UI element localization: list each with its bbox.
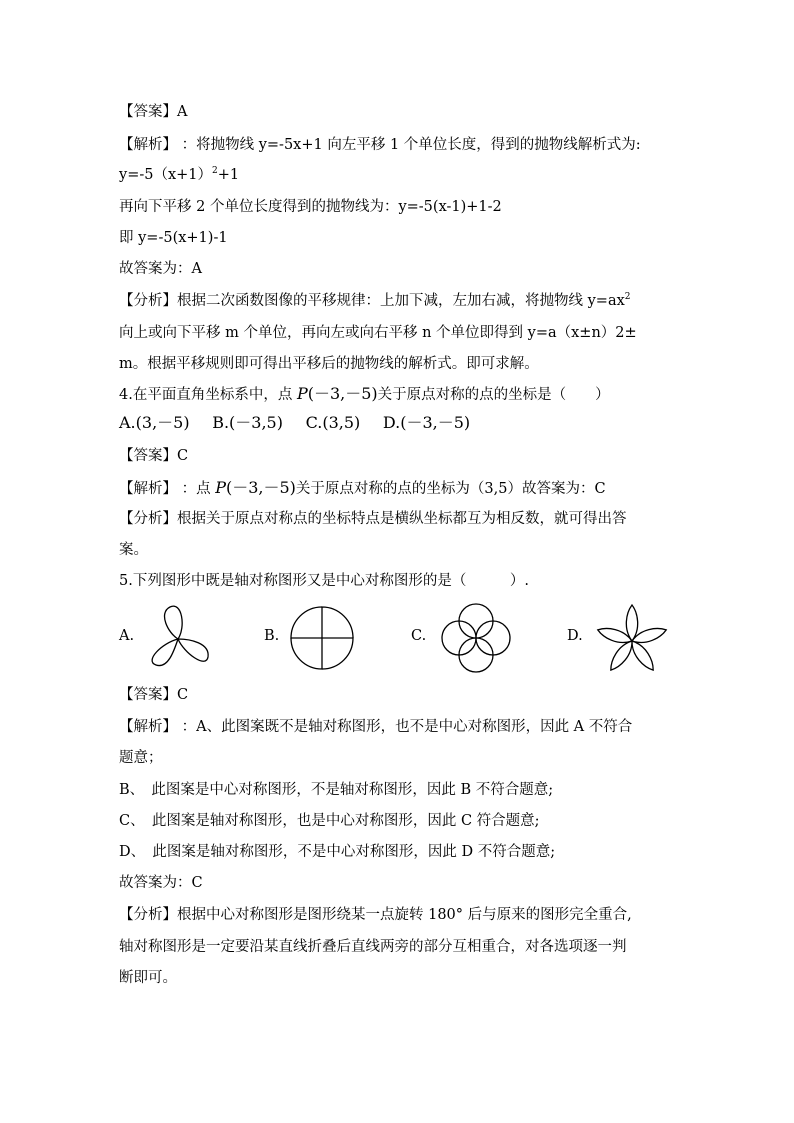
q4-stem: 4.在平面直角坐标系中，点 P(－3,－5)关于原点对称的点的坐标是（ ） <box>119 384 610 403</box>
option-c: C.(3,5) <box>305 413 361 432</box>
quarter-arc <box>322 638 353 669</box>
figure-d-five-petal-flower <box>590 603 674 673</box>
blade <box>165 606 183 639</box>
exponent: 2 <box>624 292 631 302</box>
q3-method-line1: 【分析】根据二次函数图像的平移规律：上加下减，左加右减，将抛物线 $y=ax^2$ <box>119 292 631 309</box>
blade <box>152 639 178 666</box>
figure-a-pinwheel-three <box>138 603 218 673</box>
figure-label-d: D. <box>567 628 583 644</box>
q5-stem: 5.下列图形中既是轴对称图形又是中心对称图形的是（ ）. <box>119 573 529 589</box>
q4-options <box>119 410 488 433</box>
q4-answer: 【答案】C <box>119 448 189 464</box>
q5-conclusion: 故答案为：C <box>119 875 203 891</box>
circle <box>442 621 476 655</box>
point-p: P <box>296 384 308 403</box>
q3-analysis-line1: 【解析】 ：将抛物线 y=-5x+1 向左平移 1 个单位长度，得到的抛物线解析式为: <box>119 137 641 153</box>
q5-answer: 【答案】C <box>119 687 189 703</box>
point-coordinate: (－3,－5) <box>225 478 296 497</box>
q3-method-line2: 向上或向下平移 m 个单位，再向左或向右平移 n 个单位即得到 y=a（x±n）2± <box>119 325 637 341</box>
figure-label-c: C. <box>411 628 427 644</box>
quarter-arc <box>322 607 353 638</box>
point-coordinate: (－3,－5) <box>307 384 378 403</box>
q5-method-line2: 轴对称图形是一定要沿某直线折叠后直线两旁的部分互相重合，对各选项逐一判 <box>119 939 627 955</box>
q5-analysis-line1: 【解析】 ：A、此图案既不是轴对称图形，也不是中心对称图形，因此 A 不符合 <box>119 719 633 735</box>
point-p: P <box>215 478 226 497</box>
q5-analysis-line2: 题意； <box>119 750 163 766</box>
option-d: D.(－3,－5) <box>382 413 471 432</box>
q3-analysis-line2: $y=-5(x+1)^2+1$ <box>119 166 240 183</box>
q5-method-line3: 断即可。 <box>119 970 177 986</box>
option-a: A.(3,－5) <box>119 413 190 432</box>
q4-analysis: 【解析】 ：点 P(－3,－5)关于原点对称的点的坐标为（3,5）故答案为：C <box>119 478 606 497</box>
q5-analysis-d: D、 此图案是轴对称图形，不是中心对称图形，因此 D 不符合题意; <box>119 844 556 860</box>
figure-label-b: B. <box>264 628 280 644</box>
quarter-arc <box>291 607 322 638</box>
q3-analysis-line3: 再向下平移 2 个单位长度得到的抛物线为：y=-5(x-1)+1-2 <box>119 199 502 215</box>
figure-label-a: A. <box>119 628 135 644</box>
circle <box>459 638 493 672</box>
q5-analysis-b: B、 此图案是中心对称图形，不是轴对称图形，因此 B 不符合题意; <box>119 782 554 798</box>
exponent: 2 <box>212 166 218 176</box>
q4-method-line2: 案。 <box>119 542 148 558</box>
circle <box>459 604 493 638</box>
q4-method-line1: 【分析】根据关于原点对称点的坐标特点是横纵坐标都互为相反数，就可得出答 <box>119 511 627 527</box>
figure-c-four-circles <box>433 603 519 673</box>
quarter-arc <box>291 638 322 669</box>
option-b: B.(－3,5) <box>212 413 283 432</box>
blade <box>178 639 208 661</box>
q3-analysis-line4: 即 y=-5(x+1)-1 <box>119 230 228 246</box>
q3-method-line3: m。根据平移规则即可得出平移后的抛物线的解析式。即可求解。 <box>119 356 539 372</box>
q5-method-line1: 【分析】根据中心对称图形是图形绕某一点旋转 180° 后与原来的图形完全重合, <box>119 907 632 923</box>
circle <box>476 621 510 655</box>
q5-analysis-c: C、 此图案是轴对称图形，也是中心对称图形，因此 C 符合题意; <box>119 813 540 829</box>
figure-b-windmill <box>284 603 360 673</box>
q3-conclusion: 故答案为：A <box>119 261 202 277</box>
q3-answer: 【答案】A <box>119 104 188 120</box>
